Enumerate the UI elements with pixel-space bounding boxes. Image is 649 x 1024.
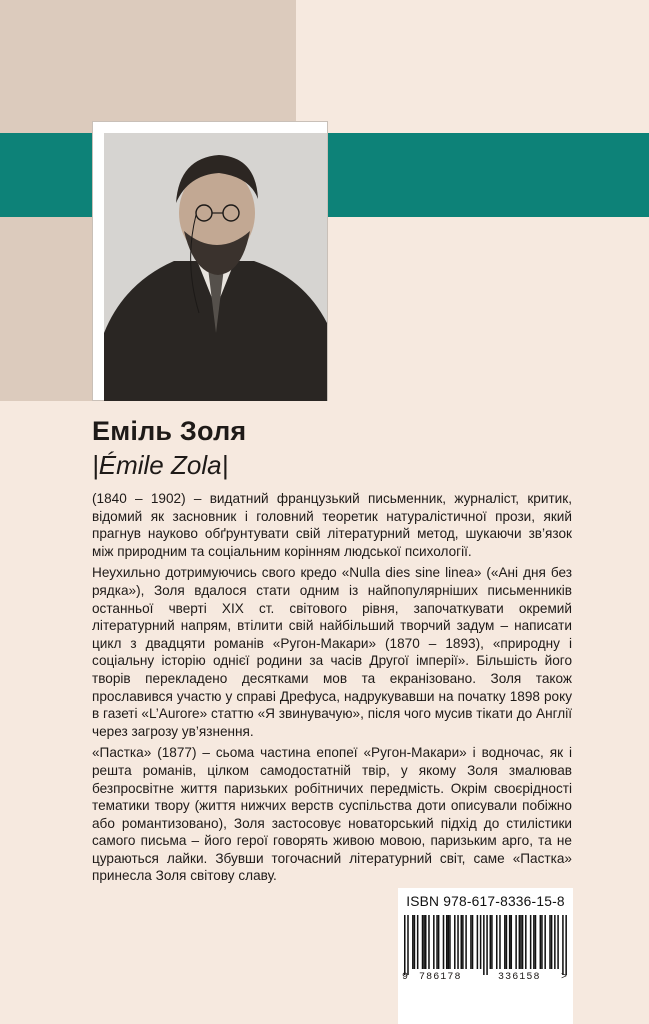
- bio-paragraph: «Пастка» (1877) – сьома частина епопеї «Ругон-Макари» і водночас, як і решта романів, цілком самодостатній твір, у якому Золя змалював безпросвітне життя паризьких робітничих передмість. Окрім своєрідності тематики твору (життя нижчих верств суспільства доти описували побіжно або романтизовано), Золя застосовує новаторський підхід до стилістики самого письма – його герої говорять живою мовою, паризьким арго, та не цураються лайки. Збувши тогочасний літературний світ, саме «Пастка» принесла Золя світову славу.: [92, 745, 572, 884]
- bio-paragraph: Неухильно дотримуючись свого кредо «Nulla dies sine linea» («Ані дня без рядка»), Золя вдалося стати одним із найпопулярніших письменників останньої чверті XIX ст. світового рівня, започаткувати окремий літературний напрям, втілити свій найбільший творчий задум – написати цикл з двадцяти романів «Ругон-Макари» (1870 – 1893), «природну і соціальну історію однієї родини за часів Другої імперії». Більшість його творів перекладено десятками мов та екранізовано. Золя також прославився участю у справі Дрефуса, надрукувавши на початку 1898 року в газеті «L’Aurore» статтю «Я звинувачую», після чого мусив тікати до Англії через загрозу ув’язнення.: [92, 565, 572, 739]
- barcode-arrow: >: [561, 972, 568, 983]
- barcode-icon: [404, 915, 567, 975]
- barcode-digits-left: 786178: [419, 972, 462, 983]
- barcode-area: [398, 888, 573, 1024]
- author-portrait: [104, 133, 327, 401]
- barcode-digit-first: 9: [402, 972, 409, 983]
- decorative-panel-top: [0, 0, 296, 133]
- barcode-digits-right: 336158: [498, 972, 541, 983]
- bio-paragraph: (1840 – 1902) – видатний французький письменник, журналіст, критик, відомий як засновник і головний теоретик натуралістичної прози, який прагнув науково обґрунтувати свій літературний метод, шукаючи зв’язок між природним та соціальним корінням людської психології.: [92, 491, 572, 559]
- author-biography: [92, 490, 572, 889]
- author-name: Еміль Золя: [92, 416, 247, 446]
- author-latin-name: |Émile Zola|: [92, 450, 229, 480]
- isbn-number: ISBN 978-617-8336-15-8: [406, 894, 565, 909]
